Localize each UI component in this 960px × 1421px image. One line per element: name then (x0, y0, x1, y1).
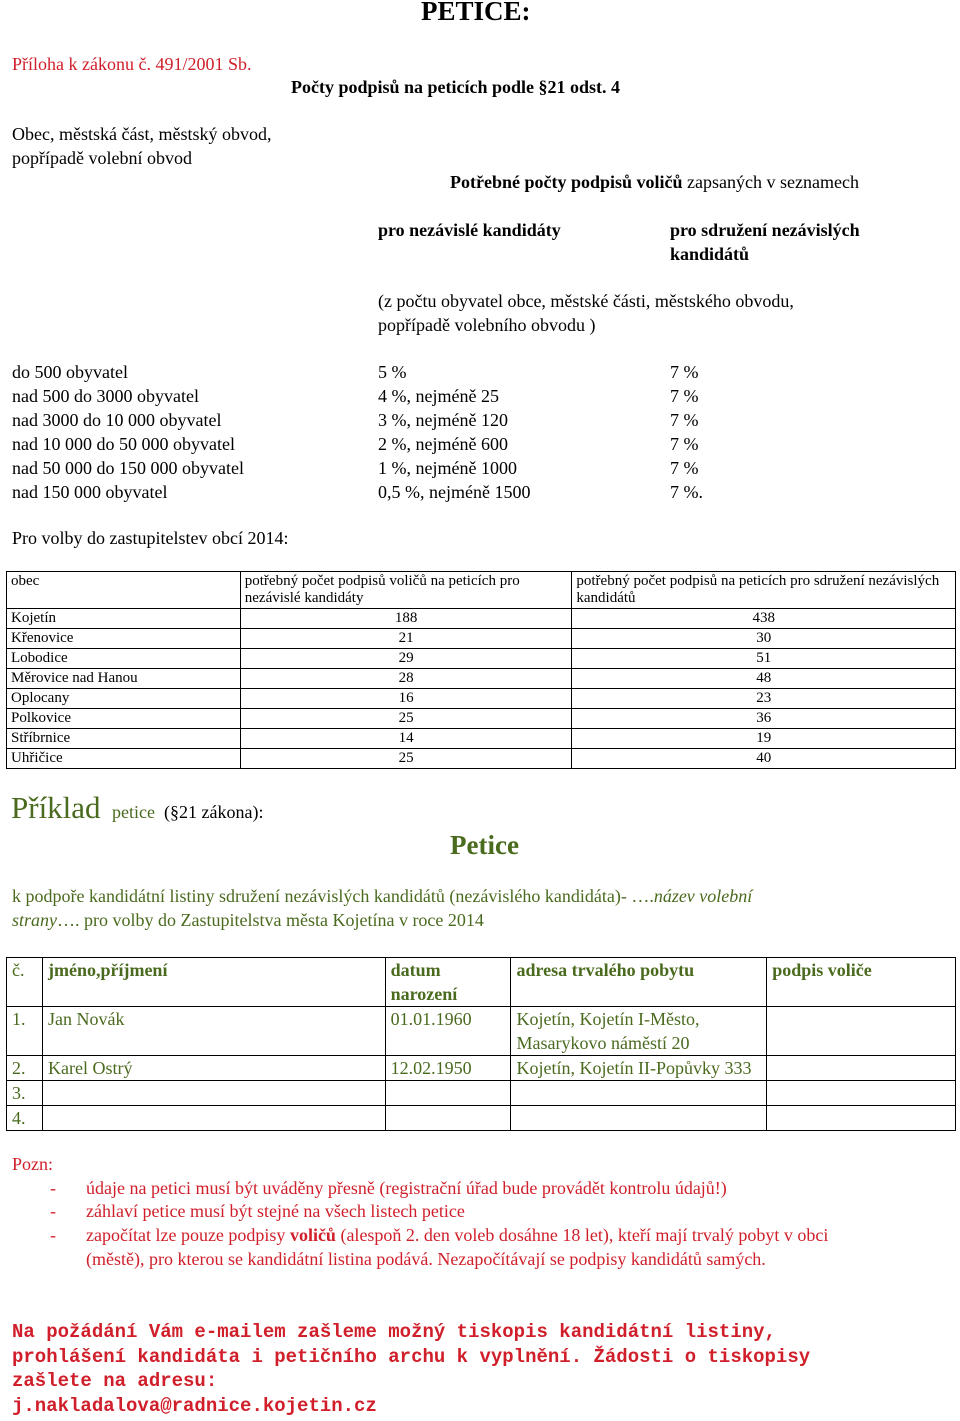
muni-association: 51 (572, 649, 956, 669)
muni-name: Měrovice nad Hanou (7, 669, 241, 689)
column-heading-obec-line2: popřípadě volební obvod (12, 148, 192, 168)
note-text (86, 1225, 828, 1246)
muni-association: 19 (572, 729, 956, 749)
table-row (7, 1056, 956, 1081)
row-number: 4. (7, 1106, 43, 1131)
example-petice-word: petice (112, 802, 155, 822)
signer-address (511, 1106, 767, 1131)
threshold-row (0, 458, 960, 482)
header-association-count: potřebný počet podpisů na peticích pro sdružení nezávislých kandidátů (572, 572, 956, 609)
signer-signature (767, 1056, 956, 1081)
signer-address (511, 1081, 767, 1106)
table-row (7, 709, 956, 729)
section-subtitle: Počty podpisů na peticích podle §21 odst. 4 (291, 77, 621, 97)
note-text-bold: voličů (289, 1225, 336, 1245)
muni-association: 40 (572, 749, 956, 769)
threshold-independent: 4 %, nejméně 25 (378, 386, 499, 406)
table-header-row (7, 572, 956, 609)
table-row (7, 609, 956, 629)
threshold-independent: 5 % (378, 362, 407, 382)
footer-line: Na požádání Vám e-mailem zašleme možný tiskopis kandidátní listiny, (12, 1321, 776, 1343)
elections-2014-label: Pro volby do zastupitelstev obcí 2014: (12, 528, 289, 548)
muni-name: Uhřičice (7, 749, 241, 769)
muni-name: Stříbrnice (7, 729, 241, 749)
note-label: Pozn: (12, 1154, 54, 1174)
example-law-reference: (§21 zákona): (164, 802, 264, 822)
required-heading-rest: zapsaných v seznamech (682, 172, 859, 192)
heading-association-line2: kandidátů (670, 244, 750, 264)
party-name-placeholder: název volební (653, 886, 753, 906)
population-note-line1: (z počtu obyvatel obce, městské části, městského obvodu, (378, 291, 794, 311)
signer-birth-date (385, 1081, 511, 1106)
support-text-line2 (12, 910, 484, 931)
muni-name: Lobodice (7, 649, 241, 669)
table-row (7, 1007, 956, 1056)
example-label: Příklad (11, 790, 101, 825)
note-text: záhlaví petice musí být stejné na všech listech petice (86, 1201, 465, 1221)
threshold-range: nad 50 000 do 150 000 obyvatel (12, 458, 244, 478)
note-text-line2: (městě), pro kterou se kandidátní listina podává. Nezapočítávají se podpisy kandidátů samých. (86, 1249, 766, 1269)
population-note-line2: popřípadě volebního obvodu ) (378, 315, 596, 335)
signer-birth-date (385, 1106, 511, 1131)
threshold-association: 7 % (670, 386, 699, 406)
signer-signature (767, 1106, 956, 1131)
party-name-placeholder-cont: strany (12, 910, 57, 930)
muni-name: Oplocany (7, 689, 241, 709)
muni-independent: 25 (240, 709, 572, 729)
row-number: 2. (7, 1056, 43, 1081)
muni-association: 48 (572, 669, 956, 689)
row-number: 3. (7, 1081, 43, 1106)
support-text-line1 (12, 886, 752, 907)
muni-name: Kojetín (7, 609, 241, 629)
contact-email: j.nakladalova@radnice.kojetin.cz (12, 1395, 377, 1417)
signer-signature (767, 1007, 956, 1056)
heading-independent: pro nezávislé kandidáty (378, 220, 561, 240)
petice-heading: Petice (450, 830, 519, 860)
muni-independent: 16 (240, 689, 572, 709)
muni-association: 30 (572, 629, 956, 649)
footer-line: zašlete na adresu: (12, 1370, 218, 1392)
header-obec: obec (7, 572, 241, 609)
page-title: PETICE: (421, 0, 531, 26)
signer-name: Karel Ostrý (42, 1056, 385, 1081)
signer-name (42, 1081, 385, 1106)
note-dash: - (50, 1201, 56, 1221)
note-text: údaje na petici musí být uváděny přesně (registrační úřad bude provádět kontrolu údajů!) (86, 1178, 727, 1198)
threshold-row (0, 482, 960, 506)
table-row (7, 1081, 956, 1106)
muni-association: 23 (572, 689, 956, 709)
note-text-post: (alespoň 2. den voleb dosáhne 18 let), kteří mají trvalý pobyt v obci (335, 1225, 829, 1245)
note-text-pre: započítat lze pouze podpisy (86, 1225, 290, 1245)
muni-independent: 14 (240, 729, 572, 749)
threshold-row (0, 434, 960, 458)
table-row (7, 749, 956, 769)
threshold-association: 7 % (670, 458, 699, 478)
signer-name (42, 1106, 385, 1131)
muni-association: 438 (572, 609, 956, 629)
threshold-association: 7 %. (670, 482, 703, 502)
row-number: 1. (7, 1007, 43, 1056)
threshold-range: nad 3000 do 10 000 obyvatel (12, 410, 222, 430)
threshold-association: 7 % (670, 434, 699, 454)
table-row (7, 629, 956, 649)
threshold-association: 7 % (670, 410, 699, 430)
threshold-range: nad 500 do 3000 obyvatel (12, 386, 199, 406)
signer-birth-date: 01.01.1960 (385, 1007, 511, 1056)
signer-address: Kojetín, Kojetín II-Popůvky 333 (511, 1056, 767, 1081)
header-birth-date: datum narození (385, 958, 511, 1007)
muni-independent: 29 (240, 649, 572, 669)
required-signatures-heading (450, 172, 859, 193)
table-header-row (7, 958, 956, 1007)
header-name: jméno,příjmení (42, 958, 385, 1007)
header-independent-count: potřebný počet podpisů voličů na peticích pro nezávislé kandidáty (240, 572, 572, 609)
muni-name: Polkovice (7, 709, 241, 729)
header-number: č. (7, 958, 43, 1007)
threshold-independent: 3 %, nejméně 120 (378, 410, 508, 430)
muni-association: 36 (572, 709, 956, 729)
header-address: adresa trvalého pobytu (511, 958, 767, 1007)
threshold-independent: 0,5 %, nejméně 1500 (378, 482, 531, 502)
support-text-cont: …. pro volby do Zastupitelstva města Kojetína v roce 2014 (57, 910, 484, 930)
threshold-independent: 2 %, nejméně 600 (378, 434, 508, 454)
annex-reference: Příloha k zákonu č. 491/2001 Sb. (12, 54, 252, 74)
signer-birth-date: 12.02.1950 (385, 1056, 511, 1081)
threshold-range: do 500 obyvatel (12, 362, 128, 382)
note-dash: - (50, 1225, 56, 1245)
table-row (7, 669, 956, 689)
signer-signature (767, 1081, 956, 1106)
muni-independent: 28 (240, 669, 572, 689)
table-row (7, 1106, 956, 1131)
heading-association-line1: pro sdružení nezávislých (670, 220, 860, 240)
threshold-row (0, 386, 960, 410)
signer-address: Kojetín, Kojetín I-Město, Masarykovo náměstí 20 (511, 1007, 767, 1056)
signer-name: Jan Novák (42, 1007, 385, 1056)
threshold-range: nad 10 000 do 50 000 obyvatel (12, 434, 235, 454)
petition-signature-table (6, 957, 956, 1131)
header-signature: podpis voliče (767, 958, 956, 1007)
table-row (7, 729, 956, 749)
required-heading-bold: Potřebné počty podpisů voličů (450, 172, 683, 192)
threshold-row (0, 362, 960, 386)
note-dash: - (50, 1178, 56, 1198)
support-text: k podpoře kandidátní listiny sdružení nezávislých kandidátů (nezávislého kandidáta)- …. (12, 886, 654, 906)
footer-line: prohlášení kandidáta i petičního archu k vyplnění. Žádosti o tiskopisy (12, 1346, 811, 1368)
muni-independent: 21 (240, 629, 572, 649)
muni-name: Křenovice (7, 629, 241, 649)
table-row (7, 649, 956, 669)
threshold-range: nad 150 000 obyvatel (12, 482, 168, 502)
municipality-signatures-table (6, 571, 956, 769)
threshold-row (0, 410, 960, 434)
column-heading-obec-line1: Obec, městská část, městský obvod, (12, 124, 272, 144)
muni-independent: 25 (240, 749, 572, 769)
threshold-independent: 1 %, nejméně 1000 (378, 458, 517, 478)
threshold-association: 7 % (670, 362, 699, 382)
muni-independent: 188 (240, 609, 572, 629)
table-row (7, 689, 956, 709)
